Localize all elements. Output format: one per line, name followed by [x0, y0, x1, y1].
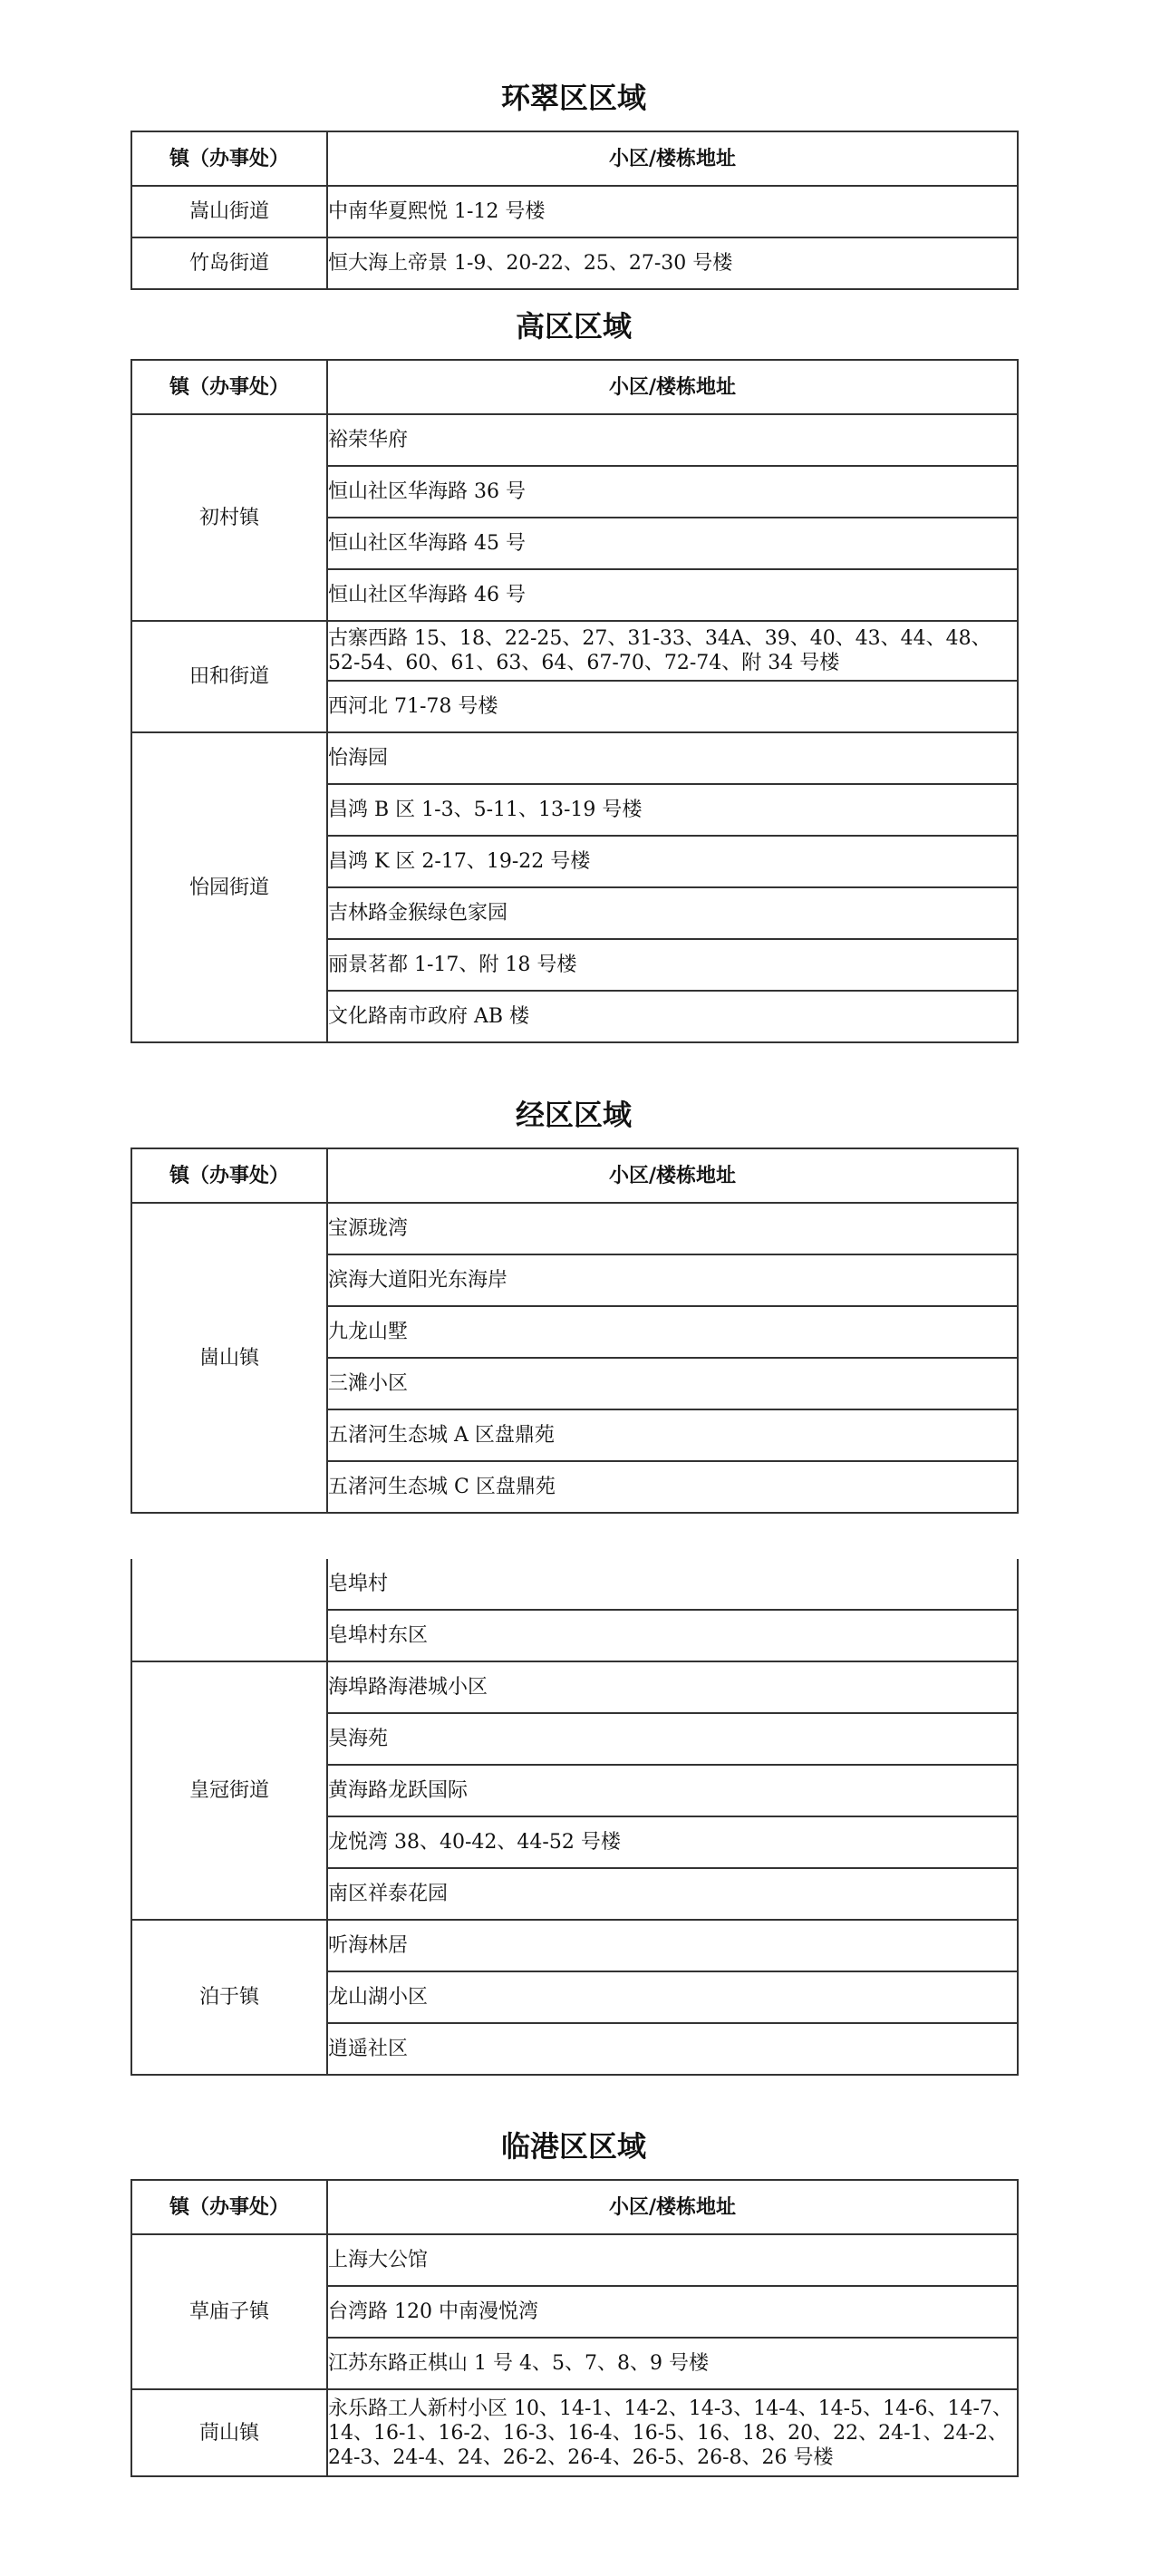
- table-row: [131, 2389, 1018, 2476]
- address-cell: 滨海大道阳光东海岸: [327, 1254, 1018, 1306]
- address-cell: 上海大公馆: [327, 2234, 1018, 2286]
- address-cell: 皂埠村东区: [327, 1610, 1018, 1661]
- address-cell: 恒山社区华海路 36 号: [327, 466, 1018, 518]
- address-table: [130, 2179, 1019, 2477]
- address-cell: 昌鸿 K 区 2-17、19-22 号楼: [327, 836, 1018, 887]
- town-name: 崮山镇: [131, 1203, 327, 1513]
- address-cell: 恒山社区华海路 45 号: [327, 518, 1018, 569]
- address-cell: 西河北 71-78 号楼: [327, 681, 1018, 732]
- address-cell: 九龙山墅: [327, 1306, 1018, 1358]
- town-name: 田和街道: [131, 621, 327, 732]
- header-address: 小区/楼栋地址: [327, 131, 1018, 186]
- section-title: 经区区域: [515, 1098, 632, 1132]
- table-header-row: [131, 2180, 1018, 2234]
- town-name: 怡园街道: [131, 732, 327, 1042]
- address-cell: 龙山湖小区: [327, 1971, 1018, 2023]
- town-name: 泊于镇: [131, 1920, 327, 2075]
- town-name: [131, 1559, 327, 1661]
- table-row: [131, 621, 1018, 681]
- table-row: [131, 414, 1018, 466]
- address-cell: 皂埠村: [327, 1559, 1018, 1610]
- header-town: 镇（办事处）: [131, 360, 327, 414]
- town-name: 嵩山街道: [131, 186, 327, 237]
- address-table: [130, 1559, 1019, 2076]
- address-cell: 台湾路 120 中南漫悦湾: [327, 2286, 1018, 2338]
- address-cell: 永乐路工人新村小区 10、14-1、14-2、14-3、14-4、14-5、14-6、14-7、14、16-1、16-2、16-3、16-4、16-5、16、18、20、22、24-1、24-2、24-3、24-4、24、26-2、26-4、26-5、26-8、26 号楼: [327, 2389, 1018, 2476]
- town-name: 竹岛街道: [131, 237, 327, 289]
- address-cell: 五渚河生态城 A 区盘鼎苑: [327, 1409, 1018, 1461]
- address-cell: 裕荣华府: [327, 414, 1018, 466]
- address-cell: 黄海路龙跃国际: [327, 1765, 1018, 1816]
- section-title: 环翠区区域: [500, 81, 646, 115]
- address-cell: 江苏东路正棋山 1 号 4、5、7、8、9 号楼: [327, 2338, 1018, 2389]
- header-address: 小区/楼栋地址: [327, 2180, 1018, 2234]
- address-cell: 文化路南市政府 AB 楼: [327, 991, 1018, 1042]
- address-cell: 昊海苑: [327, 1713, 1018, 1765]
- town-name: 初村镇: [131, 414, 327, 621]
- address-cell: 昌鸿 B 区 1-3、5-11、13-19 号楼: [327, 784, 1018, 836]
- town-name: 皇冠街道: [131, 1661, 327, 1920]
- section-title: 临港区区域: [500, 2129, 646, 2164]
- address-cell: 听海林居: [327, 1920, 1018, 1971]
- address-cell: 丽景茗都 1-17、附 18 号楼: [327, 939, 1018, 991]
- address-cell: 怡海园: [327, 732, 1018, 784]
- address-cell: 逍遥社区: [327, 2023, 1018, 2075]
- address-table: [130, 131, 1019, 290]
- table-row: [131, 186, 1018, 237]
- address-cell: 南区祥泰花园: [327, 1868, 1018, 1920]
- address-cell: 海埠路海港城小区: [327, 1661, 1018, 1713]
- address-cell: 恒大海上帝景 1-9、20-22、25、27-30 号楼: [327, 237, 1018, 289]
- address-cell: 三滩小区: [327, 1358, 1018, 1409]
- address-cell: 五渚河生态城 C 区盘鼎苑: [327, 1461, 1018, 1513]
- table-row: [131, 732, 1018, 784]
- header-town: 镇（办事处）: [131, 1148, 327, 1203]
- address-cell: 龙悦湾 38、40-42、44-52 号楼: [327, 1816, 1018, 1868]
- header-address: 小区/楼栋地址: [327, 360, 1018, 414]
- section-title: 高区区域: [515, 309, 632, 344]
- address-table: [130, 359, 1019, 1043]
- table-row: [131, 237, 1018, 289]
- address-table: [130, 1148, 1019, 1514]
- address-cell: 恒山社区华海路 46 号: [327, 569, 1018, 621]
- address-cell: 吉林路金猴绿色家园: [327, 887, 1018, 939]
- address-cell: 宝源珑湾: [327, 1203, 1018, 1254]
- table-row: [131, 2234, 1018, 2286]
- header-town: 镇（办事处）: [131, 131, 327, 186]
- table-row: [131, 1203, 1018, 1254]
- table-header-row: [131, 131, 1018, 186]
- town-name: 草庙子镇: [131, 2234, 327, 2389]
- header-town: 镇（办事处）: [131, 2180, 327, 2234]
- address-cell: 中南华夏熙悦 1-12 号楼: [327, 186, 1018, 237]
- table-row: [131, 1920, 1018, 1971]
- table-header-row: [131, 360, 1018, 414]
- table-row: [131, 1661, 1018, 1713]
- table-row: [131, 1559, 1018, 1610]
- address-cell: 古寨西路 15、18、22-25、27、31-33、34A、39、40、43、44、48、52-54、60、61、63、64、67-70、72-74、附 34 号楼: [327, 621, 1018, 681]
- header-address: 小区/楼栋地址: [327, 1148, 1018, 1203]
- town-name: 茼山镇: [131, 2389, 327, 2476]
- table-header-row: [131, 1148, 1018, 1203]
